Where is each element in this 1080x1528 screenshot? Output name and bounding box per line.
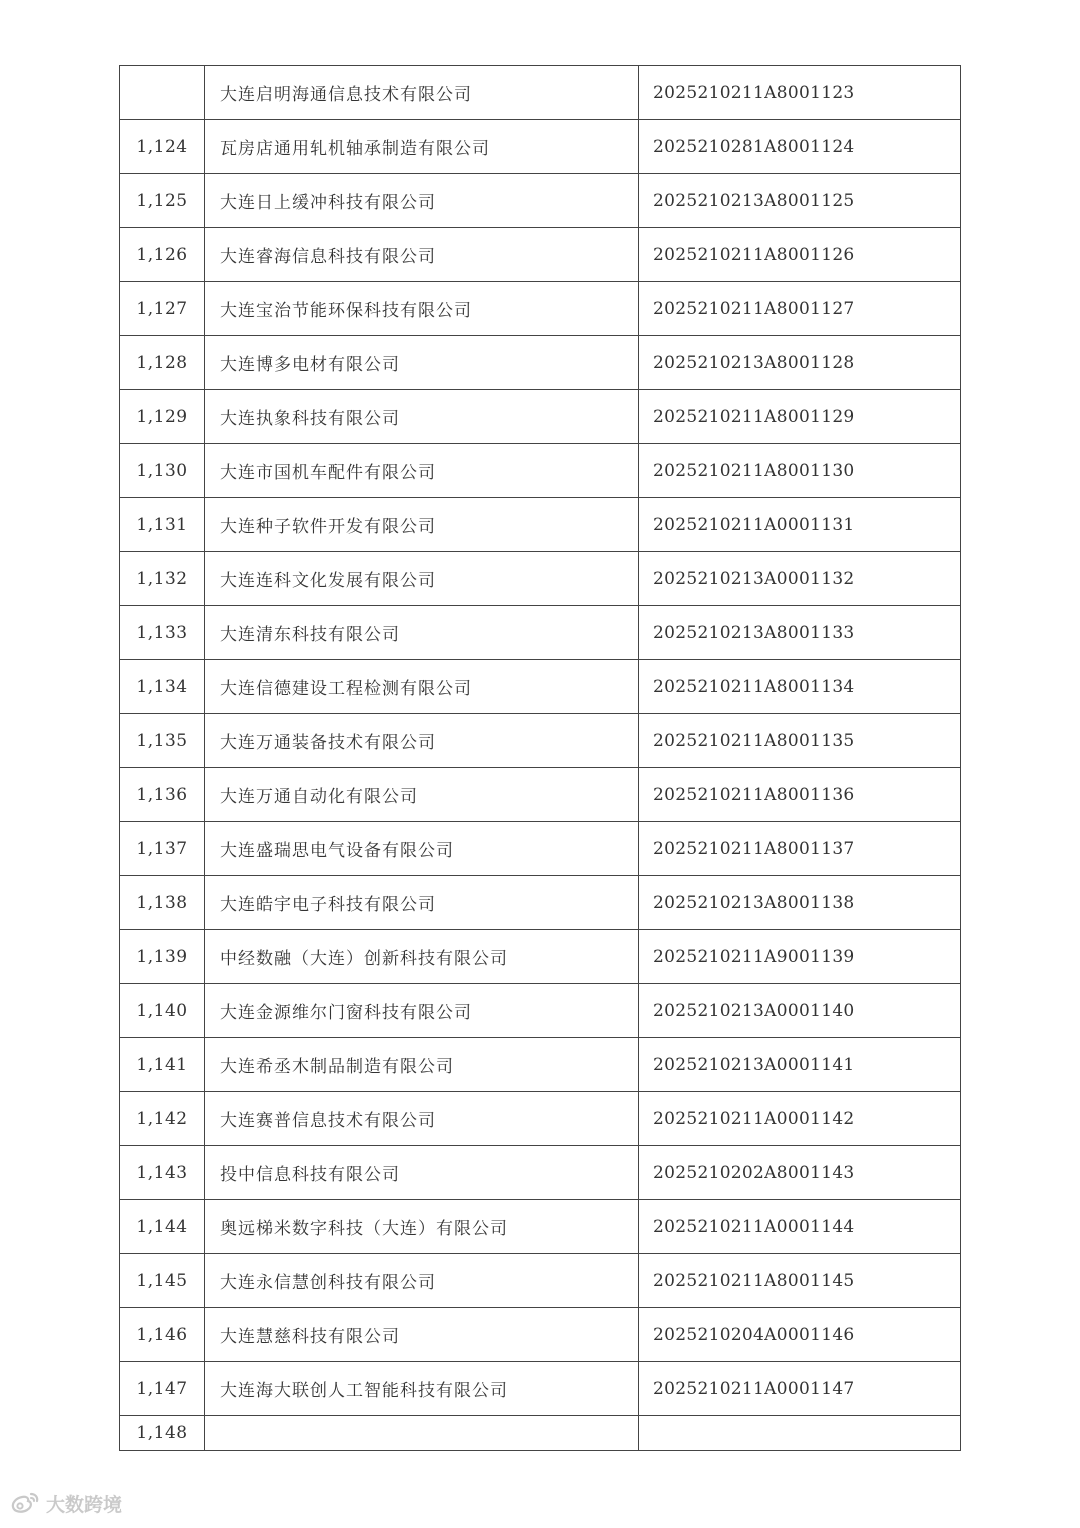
company-name-cell: 大连希丞木制品制造有限公司 xyxy=(205,1038,639,1092)
table-row xyxy=(120,930,961,984)
row-number-cell: 1,142 xyxy=(120,1092,205,1146)
table-row xyxy=(120,1146,961,1200)
registration-code-cell: 2025210213A0001141 xyxy=(639,1038,961,1092)
row-number-cell xyxy=(120,66,205,120)
registration-code-cell: 2025210213A0001140 xyxy=(639,984,961,1038)
row-number-cell: 1,129 xyxy=(120,390,205,444)
table-row xyxy=(120,552,961,606)
table-row xyxy=(120,66,961,120)
row-number-cell: 1,146 xyxy=(120,1308,205,1362)
registration-code-cell: 2025210211A8001136 xyxy=(639,768,961,822)
company-name-cell: 瓦房店通用轧机轴承制造有限公司 xyxy=(205,120,639,174)
registration-code-cell: 2025210211A8001129 xyxy=(639,390,961,444)
row-number-cell: 1,134 xyxy=(120,660,205,714)
company-name-cell: 大连连科文化发展有限公司 xyxy=(205,552,639,606)
table-row xyxy=(120,984,961,1038)
company-name-cell: 大连宝治节能环保科技有限公司 xyxy=(205,282,639,336)
company-name-cell: 大连睿海信息科技有限公司 xyxy=(205,228,639,282)
table-row xyxy=(120,282,961,336)
table-row xyxy=(120,174,961,228)
table-row xyxy=(120,1308,961,1362)
table-row xyxy=(120,1200,961,1254)
company-name-cell: 大连启明海通信息技术有限公司 xyxy=(205,66,639,120)
company-name-cell: 大连海大联创人工智能科技有限公司 xyxy=(205,1362,639,1416)
table-row xyxy=(120,822,961,876)
registration-code-cell: 2025210211A8001126 xyxy=(639,228,961,282)
registration-code-cell: 2025210211A8001130 xyxy=(639,444,961,498)
table-row xyxy=(120,1362,961,1416)
company-name-cell: 大连万通装备技术有限公司 xyxy=(205,714,639,768)
company-list-table xyxy=(119,65,961,1451)
company-name-cell: 大连清东科技有限公司 xyxy=(205,606,639,660)
row-number-cell: 1,137 xyxy=(120,822,205,876)
table-row xyxy=(120,336,961,390)
company-name-cell: 大连慧慈科技有限公司 xyxy=(205,1308,639,1362)
company-name-cell: 大连盛瑞思电气设备有限公司 xyxy=(205,822,639,876)
company-name-cell: 大连博多电材有限公司 xyxy=(205,336,639,390)
row-number-cell: 1,144 xyxy=(120,1200,205,1254)
company-name-cell: 大连皓宇电子科技有限公司 xyxy=(205,876,639,930)
row-number-cell: 1,138 xyxy=(120,876,205,930)
table-row xyxy=(120,120,961,174)
registration-code-cell: 2025210281A8001124 xyxy=(639,120,961,174)
table-row xyxy=(120,444,961,498)
registration-code-cell: 2025210213A8001138 xyxy=(639,876,961,930)
registration-code-cell: 2025210213A0001132 xyxy=(639,552,961,606)
registration-code-cell: 2025210211A8001137 xyxy=(639,822,961,876)
company-name-cell: 大连金源维尔门窗科技有限公司 xyxy=(205,984,639,1038)
table-row xyxy=(120,228,961,282)
row-number-cell: 1,135 xyxy=(120,714,205,768)
registration-code-cell: 2025210211A8001145 xyxy=(639,1254,961,1308)
row-number-cell: 1,132 xyxy=(120,552,205,606)
company-name-cell: 大连种子软件开发有限公司 xyxy=(205,498,639,552)
row-number-cell: 1,141 xyxy=(120,1038,205,1092)
row-number-cell: 1,125 xyxy=(120,174,205,228)
table-row xyxy=(120,1254,961,1308)
row-number-cell: 1,127 xyxy=(120,282,205,336)
table-row xyxy=(120,498,961,552)
table-row xyxy=(120,390,961,444)
registration-code-cell: 2025210211A8001123 xyxy=(639,66,961,120)
registration-code-cell: 2025210211A0001131 xyxy=(639,498,961,552)
weibo-logo-icon xyxy=(10,1491,40,1515)
company-name-cell xyxy=(205,1416,639,1451)
company-name-cell: 大连万通自动化有限公司 xyxy=(205,768,639,822)
registration-code-cell: 2025210211A8001127 xyxy=(639,282,961,336)
company-name-cell: 大连日上缓冲科技有限公司 xyxy=(205,174,639,228)
row-number-cell: 1,130 xyxy=(120,444,205,498)
registration-code-cell: 2025210211A9001139 xyxy=(639,930,961,984)
company-name-cell: 大连永信慧创科技有限公司 xyxy=(205,1254,639,1308)
watermark xyxy=(10,1490,122,1516)
registration-code-cell xyxy=(639,1416,961,1451)
company-name-cell: 投中信息科技有限公司 xyxy=(205,1146,639,1200)
table-row xyxy=(120,1038,961,1092)
registration-code-cell: 2025210211A0001142 xyxy=(639,1092,961,1146)
registration-code-cell: 2025210211A0001147 xyxy=(639,1362,961,1416)
company-name-cell: 大连市国机车配件有限公司 xyxy=(205,444,639,498)
registration-code-cell: 2025210211A8001134 xyxy=(639,660,961,714)
row-number-cell: 1,133 xyxy=(120,606,205,660)
table-row xyxy=(120,606,961,660)
row-number-cell: 1,147 xyxy=(120,1362,205,1416)
row-number-cell: 1,145 xyxy=(120,1254,205,1308)
company-name-cell: 中经数融（大连）创新科技有限公司 xyxy=(205,930,639,984)
registration-code-cell: 2025210213A8001128 xyxy=(639,336,961,390)
table-row xyxy=(120,1092,961,1146)
row-number-cell: 1,140 xyxy=(120,984,205,1038)
row-number-cell: 1,148 xyxy=(120,1416,205,1451)
row-number-cell: 1,131 xyxy=(120,498,205,552)
row-number-cell: 1,143 xyxy=(120,1146,205,1200)
company-name-cell: 大连执象科技有限公司 xyxy=(205,390,639,444)
company-name-cell: 大连信德建设工程检测有限公司 xyxy=(205,660,639,714)
registration-code-cell: 2025210204A0001146 xyxy=(639,1308,961,1362)
company-name-cell: 大连赛普信息技术有限公司 xyxy=(205,1092,639,1146)
registration-code-cell: 2025210211A0001144 xyxy=(639,1200,961,1254)
row-number-cell: 1,128 xyxy=(120,336,205,390)
registration-code-cell: 2025210213A8001133 xyxy=(639,606,961,660)
row-number-cell: 1,124 xyxy=(120,120,205,174)
company-name-cell: 奥远梯米数字科技（大连）有限公司 xyxy=(205,1200,639,1254)
row-number-cell: 1,136 xyxy=(120,768,205,822)
table-row xyxy=(120,768,961,822)
table-body xyxy=(120,66,961,1451)
row-number-cell: 1,139 xyxy=(120,930,205,984)
row-number-cell: 1,126 xyxy=(120,228,205,282)
registration-code-cell: 2025210202A8001143 xyxy=(639,1146,961,1200)
watermark-text: 大数跨境 xyxy=(46,1493,123,1516)
table-row xyxy=(120,876,961,930)
table-row xyxy=(120,1416,961,1451)
registration-code-cell: 2025210213A8001125 xyxy=(639,174,961,228)
table-row xyxy=(120,660,961,714)
table-row xyxy=(120,714,961,768)
registration-code-cell: 2025210211A8001135 xyxy=(639,714,961,768)
